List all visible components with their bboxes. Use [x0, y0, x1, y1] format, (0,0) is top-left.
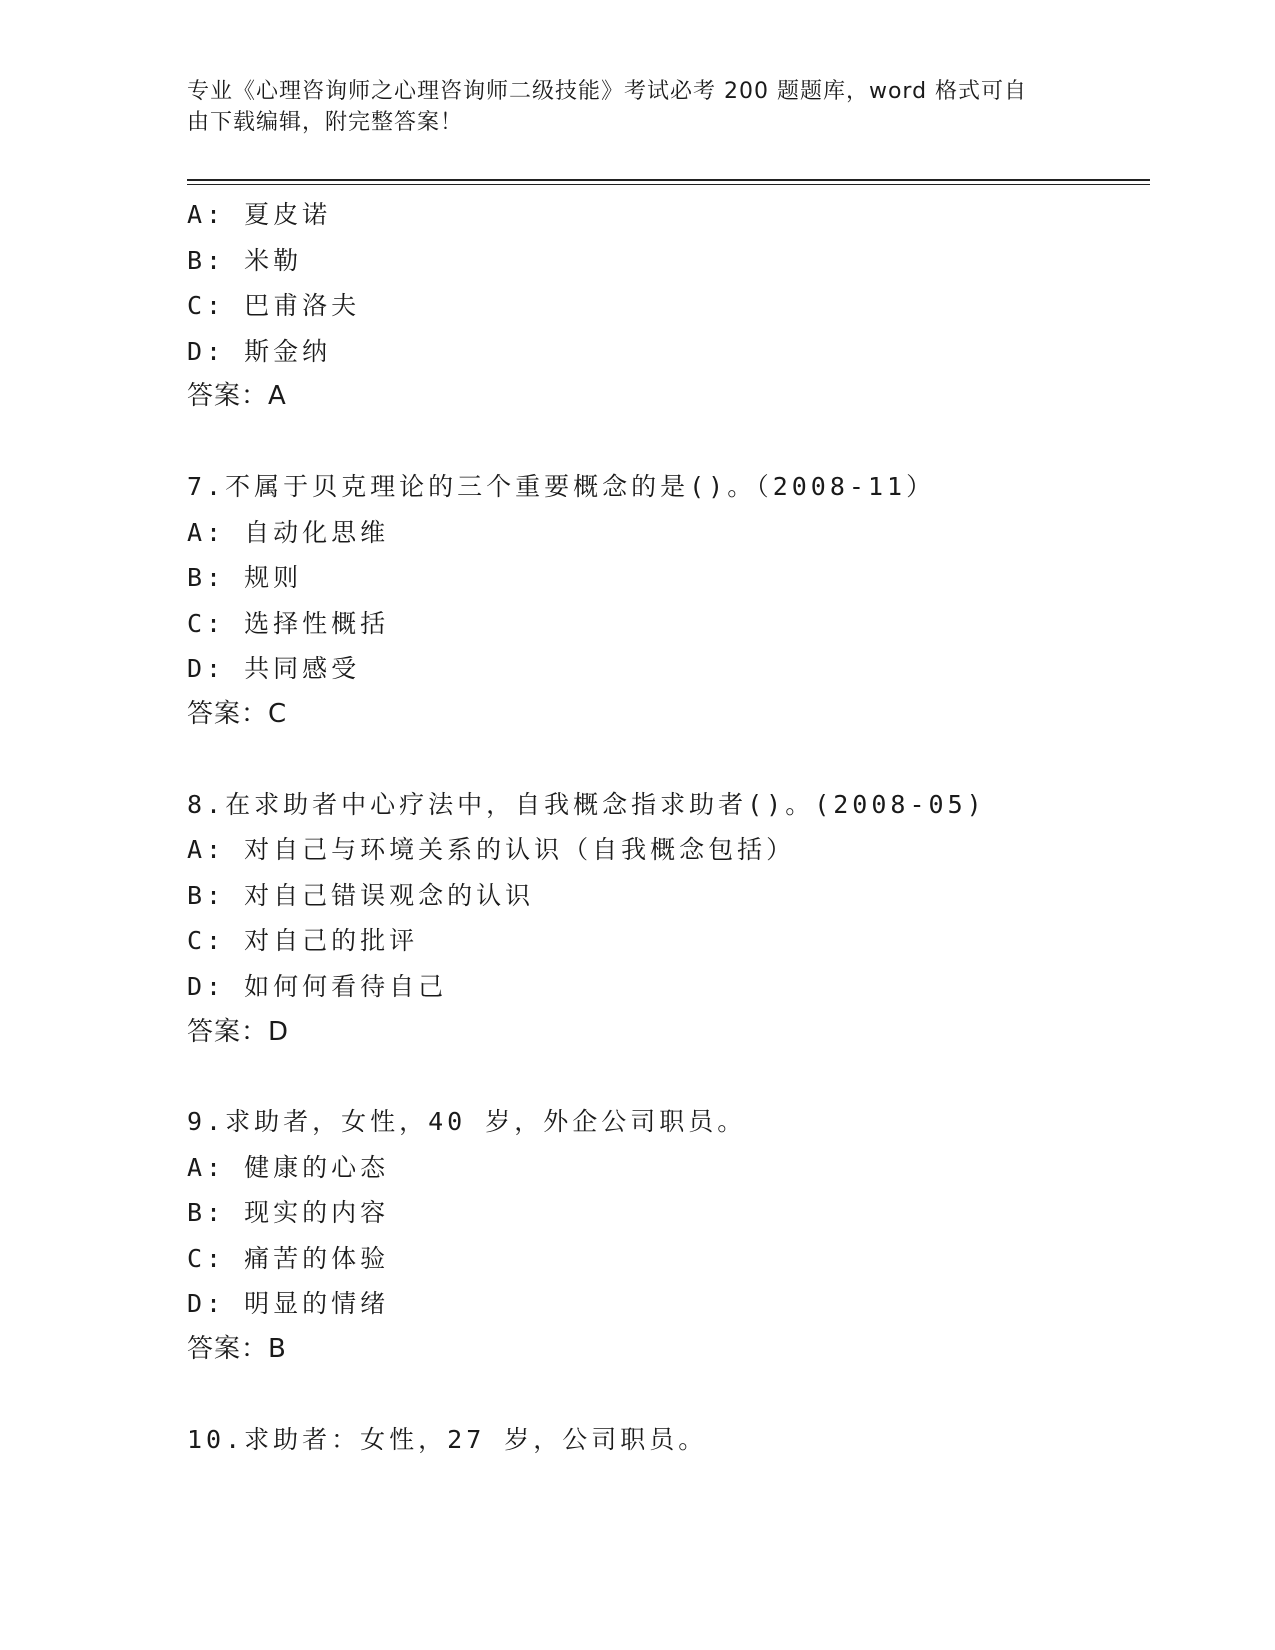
header-line-1: 专业《心理咨询师之心理咨询师二级技能》考试必考 200 题题库，word 格式可自 [187, 79, 1028, 104]
answer-line: 答案：B [187, 1334, 287, 1365]
question-block-8 [187, 782, 1147, 1056]
answer-line: 答案：A [187, 381, 287, 412]
option-a: A: 健康的心态 [187, 1152, 390, 1182]
option-b: B: 规则 [187, 563, 303, 593]
question-list [187, 192, 1147, 1462]
option-a: A: 对自己与环境关系的认识（自我概念包括） [187, 835, 796, 865]
answer-line: 答案：C [187, 698, 288, 729]
option-b: B: 对自己错误观念的认识 [187, 880, 535, 910]
option-a: A: 夏皮诺 [187, 200, 332, 229]
option-d: D: 斯金纳 [187, 336, 332, 366]
question-text: 8.在求助者中心疗法中，自我概念指求助者()。(2008-05) [187, 789, 986, 819]
header-divider-thin [187, 184, 1150, 185]
option-b: B: 米勒 [187, 245, 303, 275]
option-d: D: 明显的情绪 [187, 1289, 390, 1319]
option-d: D: 共同感受 [187, 654, 361, 684]
option-c: C: 对自己的批评 [187, 926, 419, 956]
header-divider-thick [187, 179, 1150, 181]
question-block-10 [187, 1417, 1147, 1463]
question-block-9 [187, 1099, 1147, 1373]
question-block-7 [187, 464, 1147, 738]
document-header [187, 76, 1067, 138]
question-text: 7.不属于贝克理论的三个重要概念的是()。（2008-11） [187, 471, 936, 501]
question-text: 9.求助者，女性，40 岁，外企公司职员。 [187, 1107, 747, 1137]
answer-line: 答案：D [187, 1016, 290, 1047]
header-line-2: 由下载编辑，附完整答案！ [187, 110, 464, 135]
question-text: 10.求助者：女性，27 岁，公司职员。 [187, 1424, 708, 1454]
option-d: D: 如何何看待自己 [187, 971, 448, 1001]
option-c: C: 选择性概括 [187, 608, 390, 638]
option-b: B: 现实的内容 [187, 1198, 390, 1228]
question-block-6 [187, 192, 1147, 420]
option-a: A: 自动化思维 [187, 517, 390, 547]
option-c: C: 痛苦的体验 [187, 1243, 390, 1273]
option-c: C: 巴甫洛夫 [187, 291, 361, 321]
